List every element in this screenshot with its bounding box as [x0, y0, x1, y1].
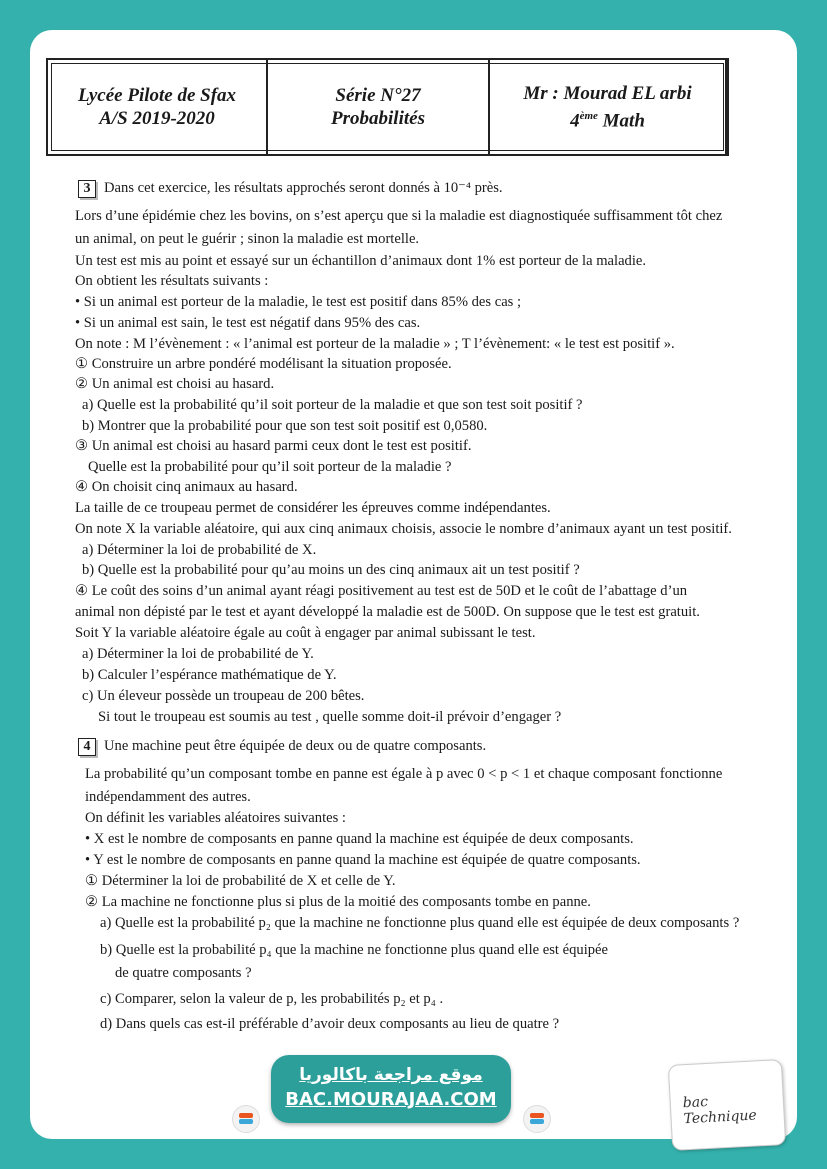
- ex3-line-5: • Si un animal est porteur de la maladie, le test est positif dans 85% des cas ;: [75, 294, 522, 310]
- ex4-line-10: de quatre composants ?: [115, 965, 252, 981]
- ex3-line-24: c) Un éleveur possède un troupeau de 200 bêtes.: [82, 688, 365, 704]
- ex4-line-9: b) Quelle est la probabilité p₄ que la machine ne fonctionne plus quand elle est équipée: [100, 942, 608, 958]
- ex4-text-0: Une machine peut être équipée de deux ou de quatre composants.: [104, 738, 487, 754]
- footer-logo-right-icon: [523, 1105, 551, 1133]
- ex4-line-5: • Y est le nombre de composants en panne quand la machine est équipée de quatre composants.: [85, 852, 641, 868]
- subject-title: Probabilités: [331, 108, 425, 129]
- ex3-line-23: b) Calculer l’espérance mathématique de Y.: [82, 667, 337, 683]
- ex4-line-1: La probabilité qu’un composant tombe en panne est égale à p avec 0 < p < 1 et chaque composant fonctionne: [85, 766, 723, 782]
- school-name: Lycée Pilote de Sfax: [77, 85, 237, 106]
- ex3-line-6: • Si un animal est sain, le test est négatif dans 95% des cas.: [75, 315, 421, 331]
- ex3-line-12: ③ Un animal est choisi au hasard parmi ceux dont le test est positif.: [75, 438, 472, 454]
- ex3-line-10: a) Quelle est la probabilité qu’il soit porteur de la maladie et que son test soit positif ?: [82, 397, 583, 413]
- ex3-line-9: ② Un animal est choisi au hasard.: [75, 376, 275, 392]
- ex4-line-11: c) Comparer, selon la valeur de p, les probabilités p₂ et p₄ .: [100, 991, 444, 1007]
- class-sup: ème: [579, 109, 598, 122]
- footer-site-link[interactable]: [271, 1055, 511, 1123]
- class-num: 4: [570, 110, 580, 132]
- ex3-line-4: On obtient les résultats suivants :: [75, 273, 269, 289]
- ex3-line-0: [78, 179, 503, 198]
- ex3-line-25: Si tout le troupeau est soumis au test , quelle somme doit-il prévoir d’engager ?: [98, 709, 562, 725]
- ex3-line-8: ① Construire un arbre pondéré modélisant la situation proposée.: [75, 356, 452, 372]
- footer-logo-left-icon: [232, 1105, 260, 1133]
- series-title: Série N°27: [335, 85, 421, 106]
- ex4-line-0: [78, 737, 486, 756]
- ex4-line-7: ② La machine ne fonctionne plus si plus de la moitié des composants tombe en panne.: [85, 894, 591, 910]
- ex3-number: 3: [78, 180, 96, 198]
- ex3-line-18: b) Quelle est la probabilité pour qu’au moins un des cinq animaux ait un test positif ?: [82, 562, 580, 578]
- ex3-line-11: b) Montrer que la probabilité pour que son test soit positif est 0,0580.: [82, 418, 488, 434]
- teacher-name: Mr : Mourad EL arbi: [523, 82, 692, 104]
- ex3-line-16: On note X la variable aléatoire, qui aux cinq animaux choisis, associe le nombre d’animaux ayant un test positif.: [75, 521, 732, 537]
- class-name: Math: [602, 110, 645, 132]
- stamp-text: bac Technique: [682, 1094, 758, 1128]
- bac-technique-stamp: [668, 1059, 786, 1151]
- ex3-line-17: a) Déterminer la loi de probabilité de X.: [82, 542, 317, 558]
- ex3-line-15: La taille de ce troupeau permet de considérer les épreuves comme indépendantes.: [75, 500, 551, 516]
- ex3-line-3: Un test est mis au point et essayé sur un échantillon d’animaux dont 1% est porteur de la maladie.: [75, 253, 647, 269]
- ex4-line-3: On définit les variables aléatoires suivantes :: [85, 810, 346, 826]
- ex3-text-0: Dans cet exercice, les résultats approchés seront donnés à 10⁻⁴ près.: [104, 180, 503, 196]
- ex4-line-2: indépendamment des autres.: [85, 789, 251, 805]
- ex3-line-14: ④ On choisit cinq animaux au hasard.: [75, 479, 298, 495]
- footer-arabic-text: موقع مراجعة باكالوريا: [299, 1065, 483, 1085]
- ex3-line-7: On note : M l’évènement : « l’animal est porteur de la maladie » ; T l’évènement: « le test est positif ».: [75, 336, 675, 352]
- ex4-line-4: • X est le nombre de composants en panne quand la machine est équipée de deux composants.: [85, 831, 634, 847]
- ex3-line-1: Lors d’une épidémie chez les bovins, on s’est aperçu que si la maladie est diagnostiquée suffisamment tôt chez: [75, 208, 723, 224]
- ex4-line-12: d) Dans quels cas est-il préférable d’avoir deux composants au lieu de quatre ?: [100, 1016, 560, 1032]
- footer-url[interactable]: BAC.MOURAJAA.COM: [285, 1089, 497, 1110]
- ex4-number: 4: [78, 738, 96, 756]
- ex3-line-13: Quelle est la probabilité pour qu’il soit porteur de la maladie ?: [88, 459, 452, 475]
- ex3-line-20: animal non dépisté par le test et ayant développé la maladie est de 500D. On suppose que le test est gratuit.: [75, 604, 700, 620]
- ex3-line-2: un animal, on peut le guérir ; sinon la maladie est mortelle.: [75, 231, 420, 247]
- ex3-line-21: Soit Y la variable aléatoire égale au coût à engager par animal subissant le test.: [75, 625, 536, 641]
- ex3-line-22: a) Déterminer la loi de probabilité de Y.: [82, 646, 314, 662]
- school-year: A/S 2019-2020: [99, 108, 215, 129]
- ex4-line-8: a) Quelle est la probabilité p₂ que la machine ne fonctionne plus quand elle est équipée de deux composants ?: [100, 915, 740, 931]
- ex4-line-6: ① Déterminer la loi de probabilité de X et celle de Y.: [85, 873, 396, 889]
- ex3-line-19: ④ Le coût des soins d’un animal ayant réagi positivement au test est de 50D et le coût de l’abattage d’un: [75, 583, 688, 599]
